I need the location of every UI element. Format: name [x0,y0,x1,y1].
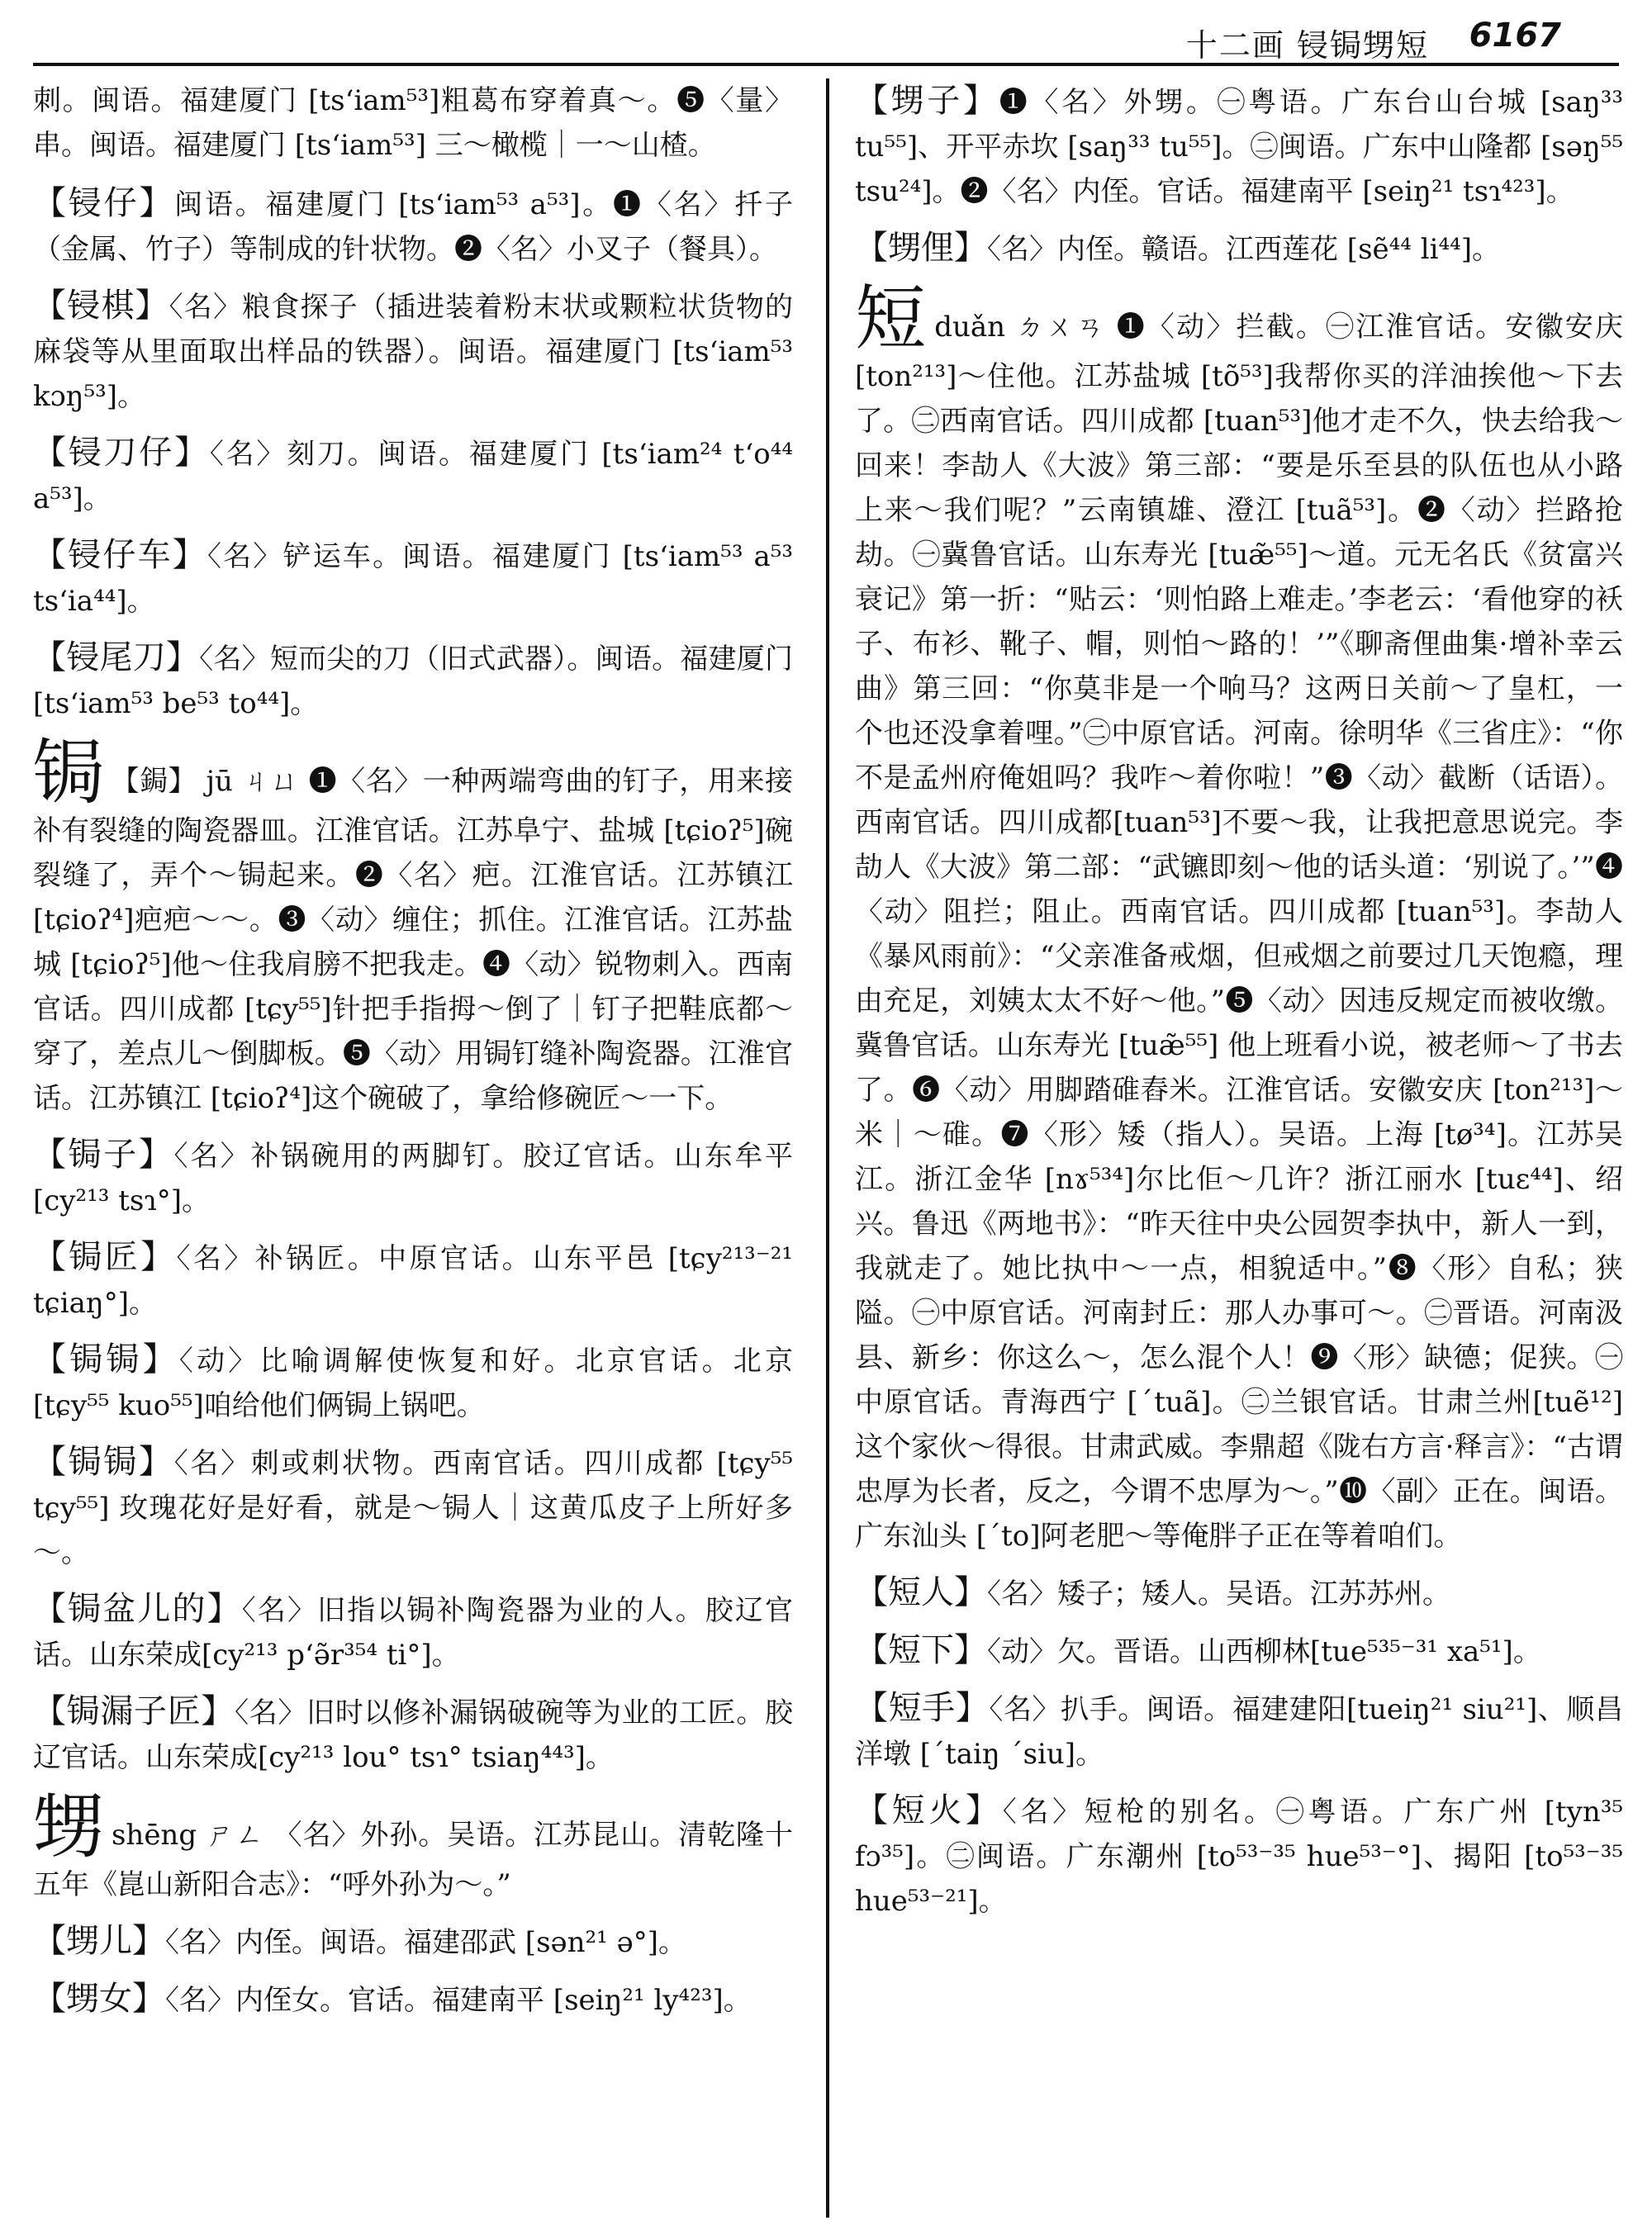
definition-text: 〈动〉比喻调解使恢复和好。北京官话。北京 [tɕy⁵⁵ kuo⁵⁵]咱给他们俩锔上锅吧。 [33,1345,793,1422]
definition-text: 〈名〉短枪的别名。㊀粤语。广东广州 [tyn³⁵ fɔ³⁵]。㊁闽语。广东潮州 [to⁵³⁻³⁵ hue⁵³⁻°]、揭阳 [to⁵³⁻³⁵ hue⁵³⁻²¹]。 [855,1796,1623,1918]
definition-text: 闽语。福建厦门 [tsʻiam⁵³ a⁵³]。❶〈名〉扦子（金属、竹子）等制成的针状物。❷〈名〉小叉子（餐具）。 [33,188,793,266]
headword: 【锔匠】 [33,1238,177,1276]
character-entry [33,1786,793,1907]
running-head: 十二画 锓锔甥短 [1185,27,1429,64]
headword: 【短下】 [855,1631,987,1669]
entry-continuation [33,78,793,168]
headword: 【甥子】 [855,82,999,120]
definition-text: 〈名〉刻刀。闽语。福建厦门 [tsʻiam²⁴ tʻo⁴⁴ a⁵³]。 [33,438,793,515]
character-entry [33,732,793,1121]
headword: 【短火】 [855,1791,1003,1829]
definition-text: 〈名〉内侄。赣语。江西莲花 [sẽ⁴⁴ li⁴⁴]。 [987,233,1500,266]
definition-text: 〈名〉短而尖的刀（旧式武器）。闽语。福建厦门 [tsʻiam⁵³ be⁵³ to⁴⁴]。 [33,643,793,720]
word-entry [33,1689,793,1780]
word-entry [855,1570,1623,1616]
headword-character: 短 [855,278,928,360]
headword: 【短人】 [855,1573,987,1611]
word-entry [855,1686,1623,1777]
word-entry [33,635,793,726]
headword: 【锓尾刀】 [33,638,200,676]
definition-text: 〈名〉矮子；矮人。吴语。江苏苏州。 [987,1578,1450,1611]
headword: 【锔盆儿的】 [33,1590,242,1628]
definition-text: 〈名〉内侄女。官话。福建南平 [seiŋ²¹ ly⁴²³]。 [165,1984,752,2017]
word-entry [33,1132,793,1223]
left-column [33,78,793,2218]
word-entry [33,1440,793,1575]
headword: 【甥儿】 [33,1922,165,1960]
headword: 【锓棋】 [33,287,169,325]
word-entry [33,533,793,624]
header-rule [33,63,1619,66]
headword: 【锓刀仔】 [33,434,210,472]
word-entry [855,225,1623,272]
word-entry [33,1587,793,1677]
definition-text: 〈名〉旧时以修补漏锅破碗等为业的工匠。胶辽官话。山东荣成[cy²¹³ lou° tsɿ° tsiaŋ⁴⁴³]。 [33,1696,793,1774]
headword: 【短手】 [855,1689,990,1727]
page-number: 6167 [1469,17,1561,55]
word-entry [855,78,1623,214]
word-entry [855,1788,1623,1924]
definition-text: 〈动〉欠。晋语。山西柳林[tue⁵³⁵⁻³¹ xa⁵¹]。 [987,1635,1541,1668]
word-entry [33,430,793,521]
definition-text: 〈名〉旧指以锔补陶瓷器为业的人。胶辽官话。山东荣成[cy²¹³ pʻə̃r³⁵⁴ ti°]。 [33,1594,793,1672]
headword: 【锓仔】 [33,184,175,222]
headword-character: 锔 [33,732,105,814]
headword: 【锔锔】 [33,1340,179,1378]
character-entry [855,278,1623,1559]
definition-text: 〈名〉补锅匠。中原官话。山东平邑 [tɕy²¹³⁻²¹ tɕiaŋ°]。 [33,1242,793,1320]
definition-text: 刺。闽语。福建厦门 [tsʻiam⁵³]粗葛布穿着真～。❺〈量〉串。闽语。福建厦门 [tsʻiam⁵³] 三～橄榄｜一～山楂。 [33,84,793,162]
headword: 【锔锔】 [33,1443,174,1481]
column-divider [826,78,829,2218]
definition-text: 〈名〉刺或刺状物。西南官话。四川成都 [tɕy⁵⁵ tɕy⁵⁵] 玫瑰花好是好看，就是～锔人｜这黄瓜皮子上所好多～。 [33,1447,793,1569]
word-entry [33,1235,793,1326]
definition-text: ❶〈名〉外甥。㊀粤语。广东台山台城 [saŋ³³ tu⁵⁵]、开平赤坎 [saŋ³³ tu⁵⁵]。㊁闽语。广东中山隆都 [səŋ⁵⁵ tsu²⁴]。❷〈名〉内侄。官话。福建南平 [seiŋ²¹ tsɿ⁴²³]。 [855,86,1623,208]
definition-text: 〈名〉内侄。闽语。福建邵武 [sən²¹ ə°]。 [165,1926,686,1959]
definition-text: duǎn ㄉㄨㄢ ❶〈动〉拦截。㊀江淮官话。安徽安庆 [ton²¹³]～住他。江苏盐城 [tõ⁵³]我帮你买的洋油挨他～下去了。㊁西南官话。四川成都 [tuan⁵³]他才走不久，快去给我～回来！李劼人《大波》第三部：“要是乐至县的队伍也从小路上来～我们呢？”云南镇雄、澄江 [tuã⁵³]。❷〈动〉拦路抢劫。㊀冀鲁官话。山东寿光 [tuæ̃⁵⁵]～道。元无名氏《贫富兴衰记》第一折：“贴云：‘则怕路上难走。’李老云：‘看他穿的袄子、布衫、靴子、帽，则怕～路的！’”《聊斋俚曲集·增补幸云曲》第三回：“你莫非是一个响马？这两日关前～了皇杠，一个也还没拿着哩。”㊁中原官话。河南。徐明华《三省庄》：“你不是孟州府俺姐吗？我咋～着你啦！”❸〈动〉截断（话语）。西南官话。四川成都[tuan⁵³]不要～我，让我把意思说完。李劼人《大波》第二部：“武镳即刻～他的话头道：‘别说了。’”❹〈动〉阻拦；阻止。西南官话。四川成都 [tuan⁵³]。李劼人《暴风雨前》：“父亲准备戒烟，但戒烟之前要过几天饱瘾，理由充足，刘姨太太不好～他。”❺〈动〉因违反规定而被收缴。冀鲁官话。山东寿光 [tuæ̃⁵⁵] 他上班看小说，被老师～了书去了。❻〈动〉用脚踏碓舂米。江淮官话。安徽安庆 [ton²¹³]～米｜～碓。❼〈形〉矮（指人）。吴语。上海 [tø³⁴]。江苏吴江。浙江金华 [nɤ⁵³⁴]尔比佢～几许？浙江丽水 [tuɛ⁴⁴]、绍兴。鲁迅《两地书》：“昨天往中央公园贺李执中，新人一到，我就走了。她比执中～一点，相貌适中。”❽〈形〉自私；狭隘。㊀中原官话。河南封丘：那人办事可～。㊁晋语。河南汲县、新乡：你这么～，怎么混个人！❾〈形〉缺德；促狭。㊀中原官话。青海西宁 [ˊtuã]。㊁兰银官话。甘肃兰州[tuẽ¹²]这个家伙～得很。甘肃武威。李鼎超《陇右方言·释言》：“古谓忠厚为长者，反之，今谓不忠厚为～。”❿〈副〉正在。闽语。广东汕头 [ˊto]阿老肥～等俺胖子正在等着咱们。 [855,311,1623,1553]
right-column [855,78,1623,2218]
word-entry [33,1976,793,2023]
headword-character: 甥 [33,1786,105,1868]
word-entry [33,283,793,419]
definition-text: shēng ㄕㄥ 〈名〉外孙。吴语。江苏昆山。清乾隆十五年《崑山新阳合志》：“呼外孙为～。” [33,1819,793,1901]
headword: 【锔漏子匠】 [33,1692,235,1730]
definition-text: 〈名〉补锅碗用的两脚钉。胶辽官话。山东牟平 [cy²¹³ tsɿ°]。 [33,1140,793,1217]
headword: 【甥俚】 [855,229,987,267]
headword: 【甥女】 [33,1980,165,2018]
definition-text: 【鋦】 jū ㄐㄩ ❶〈名〉一种两端弯曲的钉子，用来接补有裂缝的陶瓷器皿。江淮官话。江苏阜宁、盐城 [tɕioʔ⁵]碗裂缝了，弄个～锔起来。❷〈名〉疤。江淮官话。江苏镇江 [tɕioʔ⁴]疤疤～～。❸〈动〉缠住；抓住。江淮官话。江苏盐城 [tɕioʔ⁵]他～住我肩膀不把我走。❹〈动〉锐物刺入。西南官话。四川成都 [tɕy⁵⁵]针把手指拇～倒了｜钉子把鞋底都～穿了，差点儿～倒脚板。❺〈动〉用锔钉缝补陶瓷器。江淮官话。江苏镇江 [tɕioʔ⁴]这个碗破了，拿给修碗匠～一下。 [33,765,793,1115]
headword: 【锓仔车】 [33,536,207,574]
word-entry [33,1337,793,1428]
word-entry [33,1919,793,1965]
word-entry [855,1628,1623,1674]
page-header [0,0,1652,74]
word-entry [33,181,793,272]
definition-text: 〈名〉扒手。闽语。福建建阳[tueiŋ²¹ siu²¹]、顺昌洋墩 [ˊtaiŋ ˊsiu]。 [855,1693,1623,1771]
headword: 【锔子】 [33,1136,174,1174]
definition-text: 〈名〉铲运车。闽语。福建厦门 [tsʻiam⁵³ a⁵³ tsʻia⁴⁴]。 [33,540,793,618]
definition-text: 〈名〉粮食探子（插进装着粉末状或颗粒状货物的麻袋等从里面取出样品的铁器）。闽语。福建厦门 [tsʻiam⁵³ kɔŋ⁵³]。 [33,291,793,413]
